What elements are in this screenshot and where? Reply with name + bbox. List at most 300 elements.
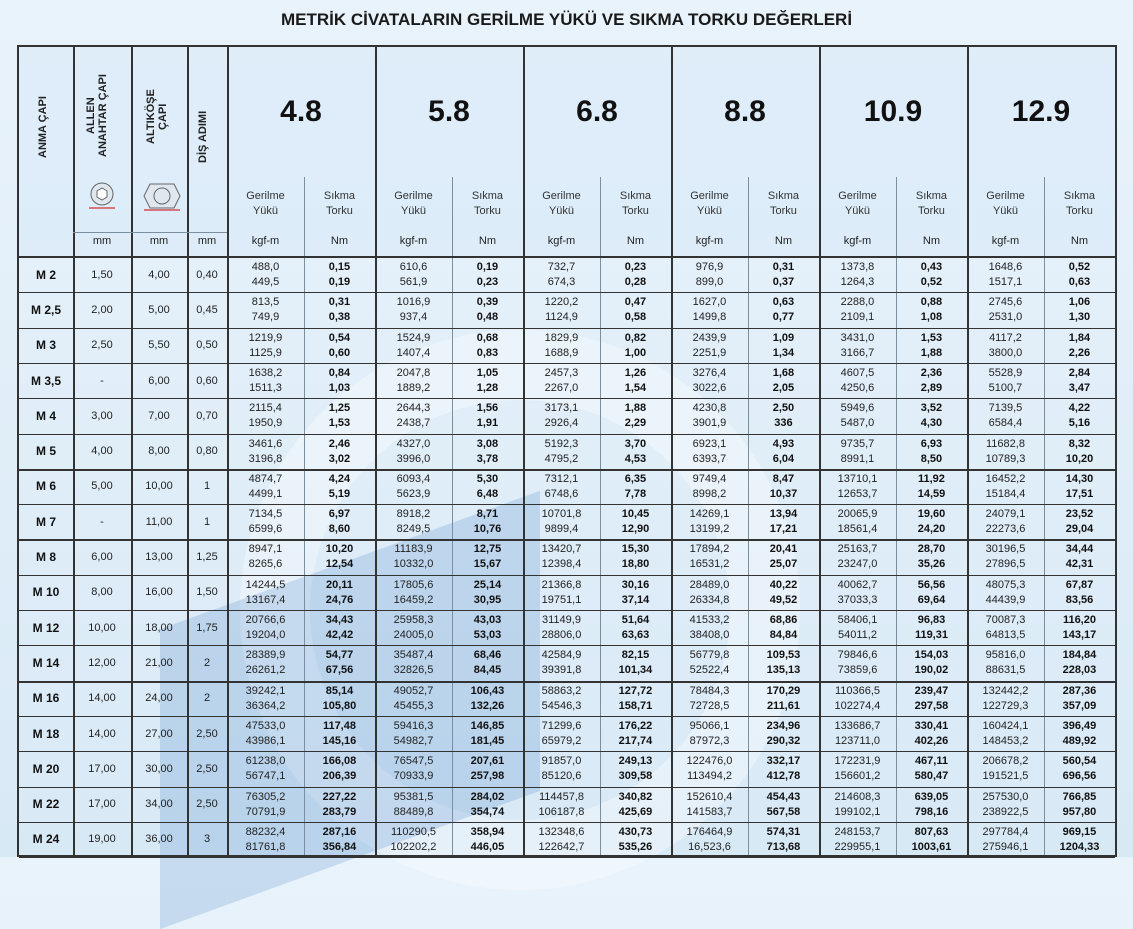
row-size: M 3,5 <box>30 373 61 388</box>
row-hex: 36,00 <box>145 833 173 846</box>
row-size: M 3 <box>35 338 56 353</box>
load-value: 1627,0 1499,8 <box>692 296 727 324</box>
load-value: 5528,9 5100,7 <box>988 366 1023 394</box>
row-hex: 21,00 <box>145 656 173 669</box>
torque-value: 249,13 309,58 <box>618 755 653 783</box>
load-value: 88232,4 81761,8 <box>245 825 286 853</box>
load-value: 7134,5 6599,6 <box>248 508 283 536</box>
row-pitch: 0,80 <box>196 445 218 458</box>
load-value: 59416,3 54982,7 <box>393 719 434 747</box>
unit-kgf: kgf-m <box>991 235 1020 247</box>
load-value: 25163,7 23247,0 <box>837 543 878 571</box>
torque-value: 0,31 0,37 <box>772 261 795 288</box>
load-value: 79846,6 73859,6 <box>837 649 878 677</box>
header-dis-adimi: DİŞ ADIMI <box>197 110 209 164</box>
load-value: 488,0 449,5 <box>251 261 280 288</box>
torque-value: 2,46 3,02 <box>328 437 351 465</box>
row-allen: 1,50 <box>91 268 113 281</box>
row-size: M 2,5 <box>30 302 61 317</box>
header-sikma: Sıkma Torku <box>471 190 504 217</box>
load-value: 13420,7 12398,4 <box>541 543 582 571</box>
grade-label: 12.9 <box>1011 95 1071 128</box>
torque-value: 574,31 713,68 <box>766 825 801 853</box>
load-value: 110290,5 102202,2 <box>390 825 437 853</box>
row-divider <box>19 645 1115 646</box>
row-divider <box>19 610 1115 611</box>
unit-mm-hex: mm <box>149 235 169 247</box>
load-value: 9735,7 8991,1 <box>840 437 875 465</box>
torque-value: 10,45 12,90 <box>621 508 650 536</box>
unit-mm-allen: mm <box>92 235 112 247</box>
torque-value: 3,70 4,53 <box>624 437 647 465</box>
row-pitch: 0,40 <box>196 268 218 281</box>
torque-value: 766,85 957,80 <box>1062 790 1097 818</box>
torque-value: 1,09 1,34 <box>772 331 795 359</box>
load-value: 1016,9 937,4 <box>396 296 431 324</box>
row-hex: 4,00 <box>148 268 170 281</box>
torque-value: 287,36 357,09 <box>1062 684 1097 712</box>
load-value: 31149,9 28806,0 <box>541 614 582 641</box>
row-size: M 16 <box>32 691 60 706</box>
row-size: M 14 <box>32 655 60 670</box>
unit-kgf: kgf-m <box>399 235 428 247</box>
unit-nm: Nm <box>478 235 497 247</box>
unit-nm: Nm <box>626 235 645 247</box>
row-allen: - <box>100 374 104 387</box>
load-value: 6093,4 5623,9 <box>396 472 431 500</box>
row-divider <box>19 857 1115 858</box>
row-hex: 16,00 <box>145 586 173 599</box>
row-allen: 17,00 <box>88 798 116 811</box>
load-value: 11183,9 10332,0 <box>393 543 434 571</box>
load-value: 58863,2 54546,3 <box>541 684 582 712</box>
row-allen: 14,00 <box>88 692 116 705</box>
row-size: M 24 <box>32 832 60 847</box>
row-hex: 5,00 <box>148 303 170 316</box>
load-value: 40062,7 37033,3 <box>837 578 878 606</box>
load-value: 1648,6 1517,1 <box>988 261 1023 288</box>
load-value: 297784,4 275946,1 <box>982 825 1029 853</box>
load-value: 10701,8 9899,4 <box>541 508 582 536</box>
torque-value: 6,93 8,50 <box>920 437 943 465</box>
torque-value: 14,30 17,51 <box>1065 472 1094 500</box>
torque-value: 287,16 356,84 <box>322 825 357 853</box>
row-pitch: 1 <box>203 480 211 493</box>
load-value: 41533,2 38408,0 <box>689 614 730 641</box>
torque-value: 127,72 158,71 <box>618 684 653 712</box>
torque-value: 30,16 37,14 <box>621 578 650 606</box>
torque-value: 1,56 1,91 <box>476 402 499 430</box>
row-hex: 34,00 <box>145 798 173 811</box>
header-gerilme: Gerilme Yükü <box>394 190 433 217</box>
row-allen: 5,00 <box>91 480 113 493</box>
load-value: 3276,4 3022,6 <box>692 366 727 394</box>
row-size: M 8 <box>35 550 56 565</box>
row-allen: 10,00 <box>88 621 116 634</box>
load-value: 160424,1 148453,2 <box>982 719 1029 747</box>
load-value: 47533,0 43986,1 <box>245 719 286 747</box>
allen-key-icon <box>86 180 118 212</box>
torque-value: 166,08 206,39 <box>322 755 357 783</box>
header-gerilme: Gerilme Yükü <box>986 190 1025 217</box>
load-value: 2047,8 1889,2 <box>396 366 431 394</box>
torque-value: 0,52 0,63 <box>1068 261 1091 288</box>
row-pitch: 2 <box>203 656 211 669</box>
load-value: 91857,0 85120,6 <box>541 755 582 783</box>
units-divider <box>73 232 227 233</box>
torque-value: 20,11 24,76 <box>325 578 354 606</box>
row-allen: 6,00 <box>91 551 113 564</box>
header-altikose: ALTIKÖŞE ÇAPI <box>145 89 169 145</box>
header-allen: ALLEN ANAHTAR ÇAPI <box>85 74 109 158</box>
row-allen: 2,50 <box>91 339 113 352</box>
torque-value: 5,30 6,48 <box>476 472 499 500</box>
row-allen: 12,00 <box>88 656 116 669</box>
torque-value: 0,47 0,58 <box>624 296 647 324</box>
row-size: M 6 <box>35 479 56 494</box>
torque-value: 234,96 290,32 <box>766 719 801 747</box>
torque-value: 34,43 42,42 <box>325 614 354 641</box>
load-value: 4874,7 4499,1 <box>248 472 283 500</box>
load-value: 20065,9 18561,4 <box>837 508 878 536</box>
row-size: M 7 <box>35 514 56 529</box>
row-hex: 11,00 <box>145 515 173 528</box>
torque-value: 969,15 1204,33 <box>1059 825 1100 853</box>
load-value: 9749,4 8998,2 <box>692 472 727 500</box>
load-value: 3431,0 3166,7 <box>840 331 875 359</box>
row-allen: 19,00 <box>88 833 116 846</box>
torque-value: 1,68 2,05 <box>772 366 795 394</box>
header-gerilme: Gerilme Yükü <box>838 190 877 217</box>
torque-value: 40,22 49,52 <box>769 578 798 606</box>
row-divider <box>19 469 1115 471</box>
load-value: 11682,8 10789,3 <box>985 437 1026 465</box>
torque-value: 117,48 145,16 <box>322 719 357 747</box>
load-value: 49052,7 45455,3 <box>393 684 434 712</box>
row-allen: - <box>100 515 104 528</box>
torque-value: 0,68 0,83 <box>476 331 499 359</box>
row-hex: 27,00 <box>145 727 173 740</box>
grade-label: 5.8 <box>428 95 470 128</box>
header-gerilme: Gerilme Yükü <box>542 190 581 217</box>
torque-value: 6,97 8,60 <box>328 508 351 536</box>
torque-value: 207,61 257,98 <box>470 755 505 783</box>
load-value: 732,7 674,3 <box>547 261 576 288</box>
row-pitch: 2,50 <box>196 798 218 811</box>
row-divider <box>19 575 1115 576</box>
load-value: 8918,2 8249,5 <box>396 508 431 536</box>
row-hex: 30,00 <box>145 762 173 775</box>
load-value: 2115,4 1950,9 <box>248 402 283 430</box>
torque-value: 25,14 30,95 <box>473 578 502 606</box>
grade-label: 4.8 <box>280 95 322 128</box>
torque-value: 11,92 14,59 <box>917 472 946 500</box>
torque-value: 8,47 10,37 <box>769 472 798 500</box>
torque-value: 4,22 5,16 <box>1068 402 1091 430</box>
row-size: M 22 <box>32 797 60 812</box>
load-value: 176464,9 16,523,6 <box>686 825 733 853</box>
load-value: 7312,1 6748,6 <box>544 472 579 500</box>
torque-value: 467,11 580,47 <box>914 755 949 783</box>
load-value: 14269,1 13199,2 <box>689 508 730 536</box>
torque-value: 3,52 4,30 <box>920 402 943 430</box>
load-value: 4230,8 3901,9 <box>692 402 727 430</box>
torque-value: 0,88 1,08 <box>920 296 943 324</box>
load-value: 28389,9 26261,2 <box>245 649 286 677</box>
header-sikma: Sıkma Torku <box>915 190 948 217</box>
load-value: 16452,2 15184,4 <box>985 472 1026 500</box>
load-value: 2745,6 2531,0 <box>988 296 1023 324</box>
header-gerilme: Gerilme Yükü <box>246 190 285 217</box>
load-value: 28489,0 26334,8 <box>689 578 730 606</box>
load-value: 39242,1 36364,2 <box>245 684 286 712</box>
unit-nm: Nm <box>774 235 793 247</box>
load-value: 8947,1 8265,6 <box>248 543 283 571</box>
load-value: 1638,2 1511,3 <box>248 366 283 394</box>
row-hex: 6,00 <box>148 374 170 387</box>
torque-value: 396,49 489,92 <box>1062 719 1097 747</box>
load-value: 13710,1 12653,7 <box>837 472 878 500</box>
row-divider <box>19 716 1115 717</box>
torque-value: 8,71 10,76 <box>473 508 502 536</box>
load-value: 17894,2 16531,2 <box>689 543 730 571</box>
load-value: 206678,2 191521,5 <box>982 755 1029 783</box>
row-size: M 18 <box>32 726 60 741</box>
torque-value: 1,26 1,54 <box>624 366 647 394</box>
torque-value: 0,84 1,03 <box>328 366 351 394</box>
row-allen: 14,00 <box>88 727 116 740</box>
load-value: 248153,7 229955,1 <box>834 825 881 853</box>
load-value: 21366,8 19751,1 <box>541 578 582 606</box>
row-pitch: 2 <box>203 692 211 705</box>
header-anma: ANMA ÇAPI <box>37 96 49 158</box>
unit-nm: Nm <box>922 235 941 247</box>
load-value: 5949,6 5487,0 <box>840 402 875 430</box>
table-header <box>19 47 1115 256</box>
load-value: 122476,0 113494,2 <box>686 755 733 783</box>
unit-mm-pitch: mm <box>197 235 217 247</box>
torque-value: 15,30 18,80 <box>621 543 650 571</box>
torque-value: 1,25 1,53 <box>328 402 351 430</box>
torque-value: 2,84 3,47 <box>1068 366 1091 394</box>
row-pitch: 0,70 <box>196 409 218 422</box>
load-value: 76547,5 70933,9 <box>393 755 434 783</box>
header-divider <box>19 256 1115 258</box>
row-size: M 2 <box>35 267 56 282</box>
torque-value: 0,31 0,38 <box>328 296 351 324</box>
row-size: M 12 <box>32 620 60 635</box>
load-value: 813,5 749,9 <box>251 296 280 324</box>
torque-value: 358,94 446,05 <box>470 825 505 853</box>
torque-value: 154,03 190,02 <box>914 649 949 677</box>
torque-value: 4,93 6,04 <box>772 437 795 465</box>
torque-value: 68,46 84,45 <box>473 649 502 677</box>
row-hex: 8,00 <box>148 445 170 458</box>
row-size: M 20 <box>32 761 60 776</box>
load-value: 152610,4 141583,7 <box>686 790 733 818</box>
row-pitch: 1,50 <box>196 586 218 599</box>
row-divider <box>19 328 1115 329</box>
load-value: 20766,6 19204,0 <box>245 614 286 641</box>
unit-kgf: kgf-m <box>547 235 576 247</box>
torque-value: 8,32 10,20 <box>1065 437 1094 465</box>
torque-value: 34,44 42,31 <box>1065 543 1094 571</box>
grade-label: 10.9 <box>863 95 923 128</box>
row-divider <box>19 539 1115 541</box>
row-size: M 10 <box>32 585 60 600</box>
torque-value: 2,36 2,89 <box>920 366 943 394</box>
torque-value: 1,88 2,29 <box>624 402 647 430</box>
header-sikma: Sıkma Torku <box>323 190 356 217</box>
torque-value: 116,20 143,17 <box>1062 614 1097 641</box>
unit-nm: Nm <box>1070 235 1089 247</box>
torque-value: 0,43 0,52 <box>920 261 943 288</box>
row-divider <box>19 398 1115 399</box>
torque-value: 332,17 412,78 <box>766 755 801 783</box>
row-pitch: 1,25 <box>196 551 218 564</box>
torque-value: 54,77 67,56 <box>325 649 354 677</box>
torque-value: 68,86 84,84 <box>769 614 798 641</box>
torque-value: 56,56 69,64 <box>917 578 946 606</box>
torque-value: 20,41 25,07 <box>769 543 798 571</box>
row-pitch: 0,45 <box>196 303 218 316</box>
load-value: 172231,9 156601,2 <box>834 755 881 783</box>
load-value: 976,9 899,0 <box>695 261 724 288</box>
load-value: 4327,0 3996,0 <box>396 437 431 465</box>
unit-kgf: kgf-m <box>843 235 872 247</box>
load-value: 56779,8 52522,4 <box>689 649 730 677</box>
row-pitch: 0,50 <box>196 339 218 352</box>
torque-value: 106,43 132,26 <box>470 684 505 712</box>
load-value: 257530,0 238922,5 <box>982 790 1029 818</box>
row-allen: 8,00 <box>91 586 113 599</box>
torque-value: 330,41 402,26 <box>914 719 949 747</box>
load-value: 5192,3 4795,2 <box>544 437 579 465</box>
load-value: 4607,5 4250,6 <box>840 366 875 394</box>
header-sikma: Sıkma Torku <box>767 190 800 217</box>
torque-value: 23,52 29,04 <box>1065 508 1094 536</box>
torque-value: 19,60 24,20 <box>917 508 946 536</box>
load-value: 133686,7 123711,0 <box>834 719 881 747</box>
grade-label: 6.8 <box>576 95 618 128</box>
row-hex: 13,00 <box>145 551 173 564</box>
load-value: 95381,5 88489,8 <box>393 790 434 818</box>
torque-table <box>17 45 1117 857</box>
torque-value: 639,05 798,16 <box>914 790 949 818</box>
torque-value: 239,47 297,58 <box>914 684 949 712</box>
torque-value: 85,14 105,80 <box>322 684 357 712</box>
row-hex: 5,50 <box>148 339 170 352</box>
load-value: 7139,5 6584,4 <box>988 402 1023 430</box>
torque-value: 227,22 283,79 <box>322 790 357 818</box>
torque-value: 0,15 0,19 <box>328 261 351 288</box>
row-hex: 7,00 <box>148 409 170 422</box>
row-pitch: 1,75 <box>196 621 218 634</box>
torque-value: 807,63 1003,61 <box>911 825 952 853</box>
load-value: 17805,6 16459,2 <box>393 578 434 606</box>
row-size: M 5 <box>35 444 56 459</box>
torque-value: 0,23 0,28 <box>624 261 647 288</box>
load-value: 2457,3 2267,0 <box>544 366 579 394</box>
load-value: 71299,6 65979,2 <box>541 719 582 747</box>
torque-value: 28,70 35,26 <box>917 543 946 571</box>
torque-value: 0,39 0,48 <box>476 296 499 324</box>
torque-value: 6,35 7,78 <box>624 472 647 500</box>
load-value: 58406,1 54011,2 <box>837 614 878 641</box>
load-value: 3173,1 2926,4 <box>544 402 579 430</box>
load-value: 48075,3 44439,9 <box>985 578 1026 606</box>
row-pitch: 1 <box>203 515 211 528</box>
torque-value: 109,53 135,13 <box>766 649 801 677</box>
torque-value: 284,02 354,74 <box>470 790 505 818</box>
header-gerilme: Gerilme Yükü <box>690 190 729 217</box>
torque-value: 0,54 0,60 <box>328 331 351 359</box>
load-value: 2439,9 2251,9 <box>692 331 727 359</box>
torque-value: 51,64 63,63 <box>621 614 650 641</box>
load-value: 42584,9 39391,8 <box>541 649 582 677</box>
torque-value: 13,94 17,21 <box>769 508 798 536</box>
torque-value: 1,84 2,26 <box>1068 331 1091 359</box>
load-value: 95816,0 88631,5 <box>985 649 1026 677</box>
row-hex: 18,00 <box>145 621 173 634</box>
row-hex: 10,00 <box>145 480 173 493</box>
torque-value: 67,87 83,56 <box>1065 578 1094 606</box>
load-value: 14244,5 13167,4 <box>245 578 286 606</box>
header-sikma: Sıkma Torku <box>1063 190 1096 217</box>
torque-value: 0,19 0,23 <box>476 261 499 288</box>
row-allen: 17,00 <box>88 762 116 775</box>
torque-value: 96,83 119,31 <box>914 614 948 641</box>
row-size: M 4 <box>35 408 56 423</box>
unit-kgf: kgf-m <box>695 235 724 247</box>
row-divider <box>19 751 1115 752</box>
row-divider <box>19 822 1115 823</box>
header-sikma: Sıkma Torku <box>619 190 652 217</box>
row-hex: 24,00 <box>145 692 173 705</box>
torque-value: 454,43 567,58 <box>766 790 801 818</box>
torque-value: 0,63 0,77 <box>772 296 795 324</box>
torque-value: 2,50 336 <box>772 402 795 430</box>
load-value: 3461,6 3196,8 <box>248 437 283 465</box>
load-value: 70087,3 64813,5 <box>985 614 1026 641</box>
row-divider <box>19 787 1115 788</box>
unit-kgf: kgf-m <box>251 235 280 247</box>
load-value: 214608,3 199102,1 <box>834 790 881 818</box>
torque-value: 1,53 1,88 <box>920 331 943 359</box>
load-value: 1373,8 1264,3 <box>840 261 875 288</box>
load-value: 2644,3 2438,7 <box>396 402 431 430</box>
row-allen: 3,00 <box>91 409 113 422</box>
grade-label: 8.8 <box>724 95 766 128</box>
load-value: 35487,4 32826,5 <box>393 649 434 677</box>
torque-value: 4,24 5,19 <box>328 472 351 500</box>
torque-value: 430,73 535,26 <box>618 825 653 853</box>
load-value: 95066,1 87972,3 <box>689 719 730 747</box>
row-pitch: 2,50 <box>196 762 218 775</box>
row-divider <box>19 434 1115 435</box>
torque-value: 12,75 15,67 <box>473 543 502 571</box>
load-value: 1220,2 1124,9 <box>544 296 579 324</box>
row-allen: 2,00 <box>91 303 113 316</box>
torque-value: 3,08 3,78 <box>476 437 499 465</box>
torque-value: 1,05 1,28 <box>476 366 499 394</box>
row-allen: 4,00 <box>91 445 113 458</box>
load-value: 61238,0 56747,1 <box>245 755 286 783</box>
torque-value: 340,82 425,69 <box>618 790 653 818</box>
load-value: 4117,2 3800,0 <box>988 331 1023 359</box>
row-divider <box>19 504 1115 505</box>
row-pitch: 3 <box>203 833 211 846</box>
